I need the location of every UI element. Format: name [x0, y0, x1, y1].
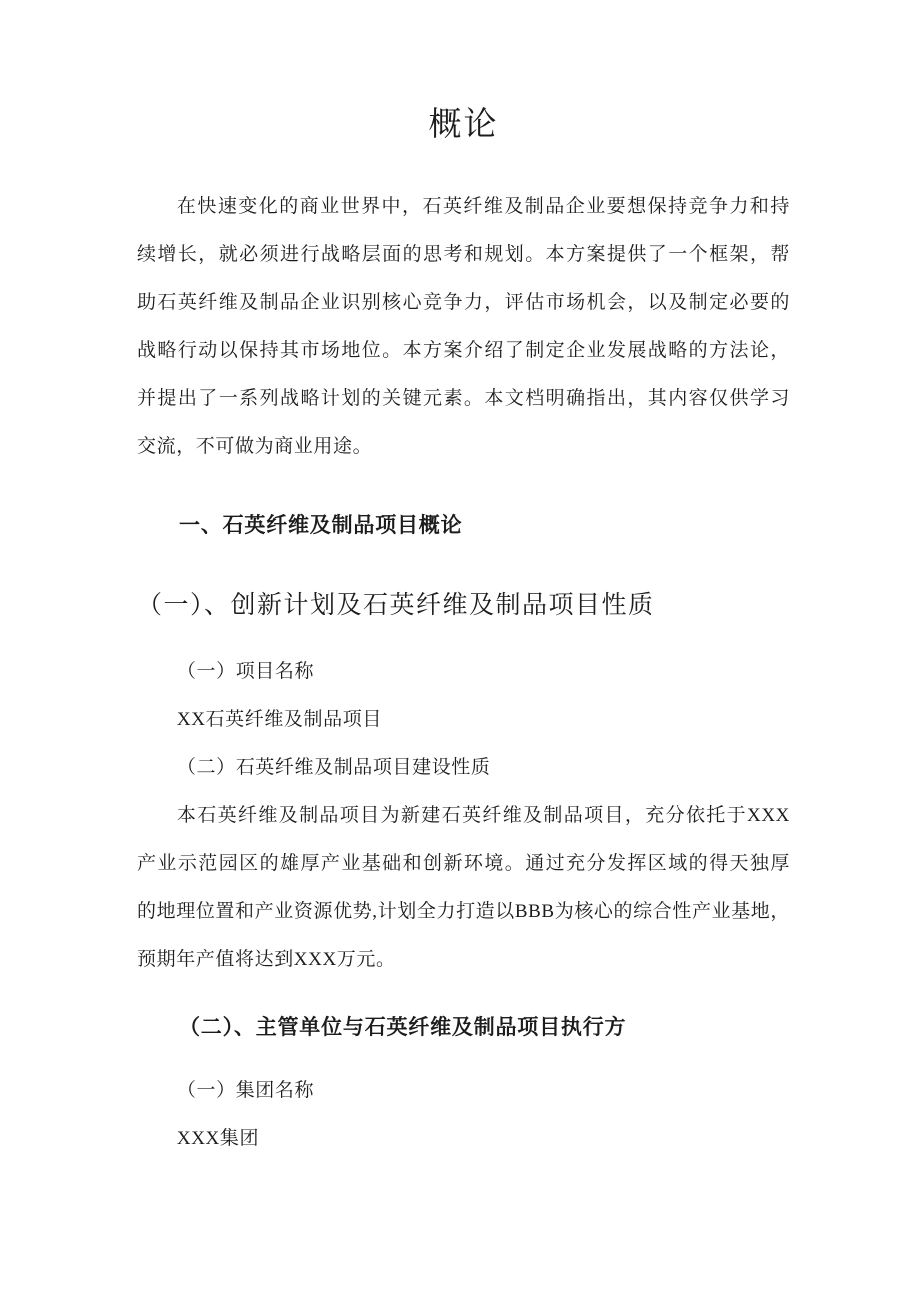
subsection-1-2-heading: （二）、主管单位与石英纤维及制品项目执行方 — [179, 1015, 627, 1039]
intro-line: 并提出了一系列战略计划的关键元素。本文档明确指出，其内容仅供学习 — [137, 388, 790, 409]
construction-line: 的地理位置和产业资源优势,计划全力打造以BBB为核心的综合性产业基地， — [137, 901, 790, 922]
construction-nature-label: （二）石英纤维及制品项目建设性质 — [176, 757, 491, 778]
project-name-block — [137, 648, 790, 792]
subsection-1-1-heading: （一）、创新计划及石英纤维及制品项目性质 — [137, 592, 655, 619]
intro-line: 在快速变化的商业世界中，石英纤维及制品企业要想保持竞争力和持 — [176, 196, 790, 217]
intro-line: 续增长，就必须进行战略层面的思考和规划。本方案提供了一个框架，帮 — [137, 244, 790, 265]
construction-line: 本石英纤维及制品项目为新建石英纤维及制品项目，充分依托于XXX — [176, 805, 790, 826]
group-name-block — [137, 1067, 790, 1163]
intro-paragraph — [137, 183, 790, 471]
section-1-heading: 一、石英纤维及制品项目概论 — [179, 513, 463, 537]
intro-line: 交流，不可做为商业用途。 — [137, 436, 373, 457]
group-name-label: （一）集团名称 — [176, 1080, 315, 1101]
doc-title: 概论 — [428, 107, 499, 143]
intro-line: 助石英纤维及制品企业识别核心竞争力，评估市场机会，以及制定必要的 — [137, 292, 790, 313]
construction-nature-paragraph — [137, 792, 790, 984]
construction-line: 产业示范园区的雄厚产业基础和创新环境。通过充分发挥区域的得天独厚 — [137, 853, 790, 874]
group-name-value: XXX集团 — [176, 1128, 260, 1149]
project-name-value: XX石英纤维及制品项目 — [176, 709, 382, 730]
project-name-label: （一）项目名称 — [176, 661, 315, 682]
construction-line: 预期年产值将达到XXX万元。 — [137, 949, 396, 970]
intro-line: 战略行动以保持其市场地位。本方案介绍了制定企业发展战略的方法论， — [137, 340, 790, 361]
